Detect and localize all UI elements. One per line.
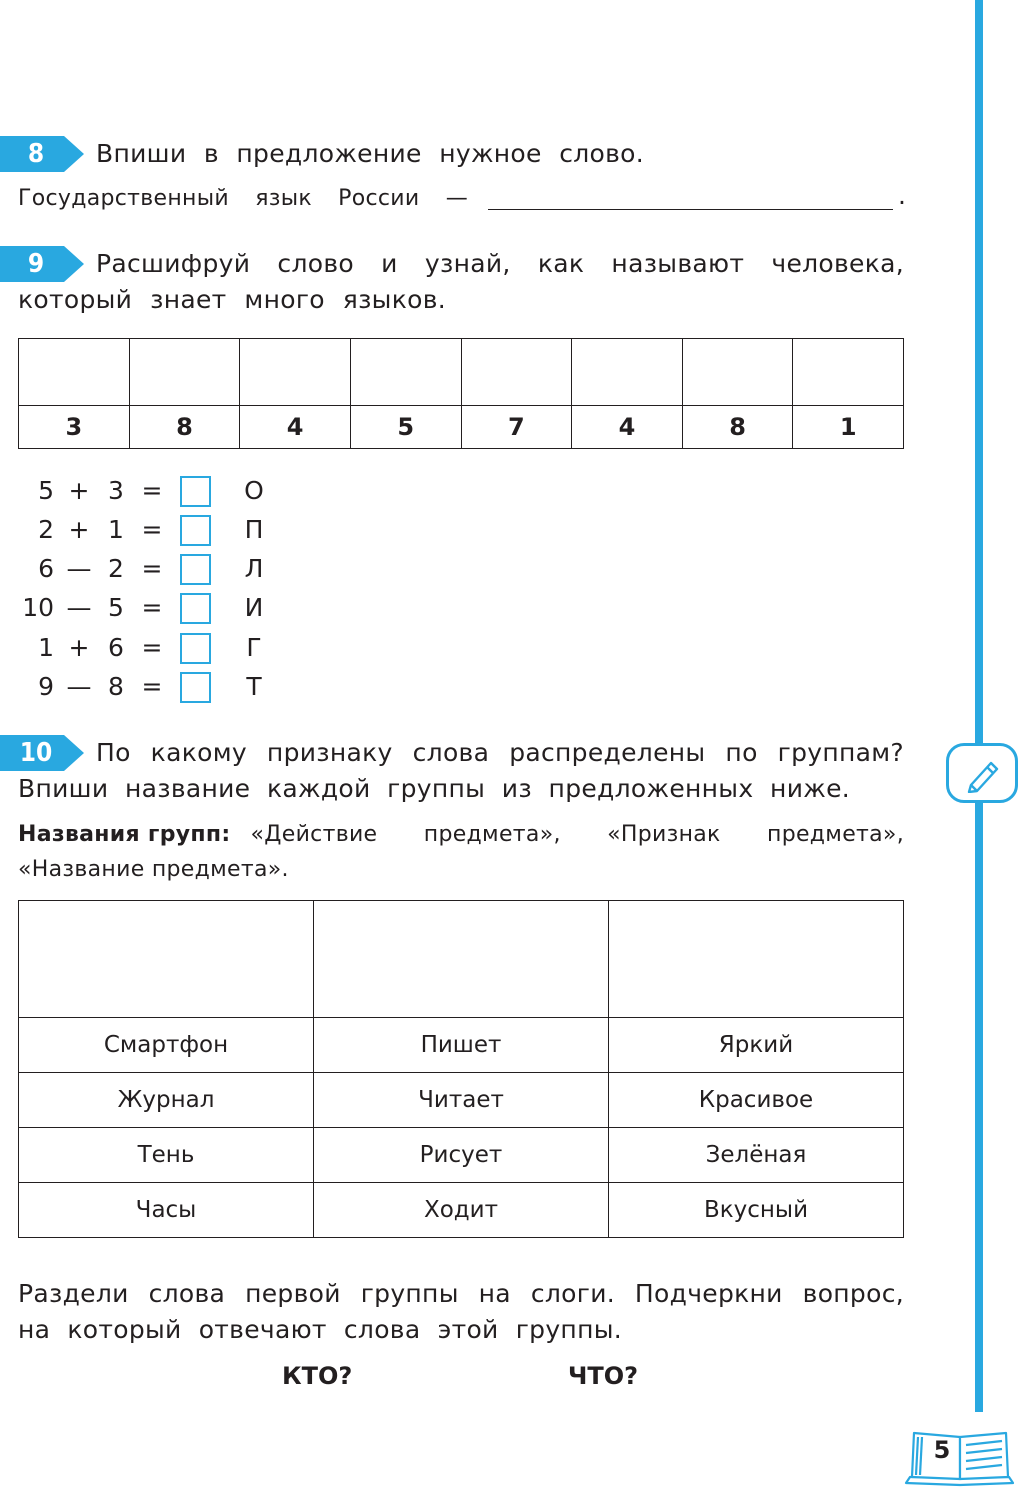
- operator: +: [68, 476, 90, 505]
- answer-box[interactable]: [180, 476, 211, 507]
- cipher-number-cell: 5: [350, 406, 461, 449]
- task-8-badge: [0, 136, 84, 172]
- word-cell: Пишет: [314, 1018, 609, 1073]
- task-9-instruction-line1: Расшифруй слово и узнай, как называют человека,: [96, 249, 904, 278]
- cipher-letter-cell[interactable]: [129, 339, 240, 406]
- cipher-letter-cell[interactable]: [350, 339, 461, 406]
- cipher-letter-cell[interactable]: [461, 339, 572, 406]
- question-what[interactable]: ЧТО?: [568, 1362, 639, 1390]
- cipher-number-cell: 7: [461, 406, 572, 449]
- word-cell: Яркий: [608, 1018, 903, 1073]
- operand-a: 2: [38, 515, 54, 544]
- operand-a: 1: [38, 633, 54, 662]
- operand-b: 8: [108, 672, 124, 701]
- word-cell: Ходит: [314, 1183, 609, 1238]
- groups-table: [18, 900, 904, 1238]
- group-name-cell[interactable]: [314, 901, 609, 1018]
- task-9-instruction-line2: который знает много языков.: [18, 285, 446, 314]
- followup-line1: Раздели слова первой группы на слоги. Подчеркни вопрос,: [18, 1279, 904, 1308]
- pencil-icon: [946, 743, 1018, 803]
- cipher-number-cell: 8: [129, 406, 240, 449]
- operand-b: 5: [108, 593, 124, 622]
- task-number: 9: [27, 249, 45, 279]
- cipher-letter: О: [244, 476, 264, 505]
- word-cell: Красивое: [608, 1073, 903, 1128]
- word-cell: Вкусный: [608, 1183, 903, 1238]
- task-10-badge: [0, 735, 84, 771]
- operand-a: 10: [22, 593, 54, 622]
- cipher-letter: Т: [246, 672, 262, 701]
- group-names-line2: «Название предмета».: [18, 857, 289, 882]
- cipher-letter-cell[interactable]: [240, 339, 351, 406]
- answer-box[interactable]: [180, 554, 211, 585]
- cipher-letter: Л: [244, 554, 264, 583]
- operator: +: [68, 633, 90, 662]
- operator: —: [66, 672, 92, 701]
- page-number: 5: [933, 1436, 951, 1464]
- operand-b: 6: [108, 633, 124, 662]
- word-cell: Журнал: [19, 1073, 314, 1128]
- operator: —: [66, 593, 92, 622]
- operand-a: 5: [38, 476, 54, 505]
- task-number: 8: [27, 139, 45, 169]
- operand-b: 3: [108, 476, 124, 505]
- task-8-instruction: Впиши в предложение нужное слово.: [96, 139, 644, 168]
- task-8-sentence: Государственный язык России —: [18, 186, 468, 211]
- operand-b: 1: [108, 515, 124, 544]
- word-cell: Читает: [314, 1073, 609, 1128]
- word-cell: Смартфон: [19, 1018, 314, 1073]
- group-name-cell[interactable]: [19, 901, 314, 1018]
- operand-b: 2: [108, 554, 124, 583]
- cipher-letter: Г: [246, 633, 262, 662]
- equals-sign: =: [141, 633, 163, 662]
- cipher-letter-cell[interactable]: [682, 339, 793, 406]
- answer-line[interactable]: [488, 209, 893, 210]
- equals-sign: =: [141, 554, 163, 583]
- word-cell: Зелёная: [608, 1128, 903, 1183]
- equals-sign: =: [141, 476, 163, 505]
- cipher-number-cell: 4: [572, 406, 683, 449]
- answer-box[interactable]: [180, 672, 211, 703]
- word-cell: Часы: [19, 1183, 314, 1238]
- operator: +: [68, 515, 90, 544]
- word-cell: Тень: [19, 1128, 314, 1183]
- cipher-letter-cell[interactable]: [572, 339, 683, 406]
- task-9-badge: [0, 246, 84, 282]
- cipher-letter: П: [244, 515, 264, 544]
- question-who[interactable]: КТО?: [282, 1362, 353, 1390]
- task-10-instruction-line2: Впиши название каждой группы из предложенных ниже.: [18, 774, 850, 803]
- cipher-letter: И: [244, 593, 264, 622]
- cipher-number-cell: 4: [240, 406, 351, 449]
- cipher-number-cell: 8: [682, 406, 793, 449]
- answer-box[interactable]: [180, 633, 211, 664]
- group-names-line1: [18, 817, 904, 852]
- group-names-options: «Действие предмета», «Признак предмета»,: [250, 822, 904, 847]
- answer-box[interactable]: [180, 515, 211, 546]
- word-cell: Рисует: [314, 1128, 609, 1183]
- answer-box[interactable]: [180, 593, 211, 624]
- group-names-label: Названия групп:: [18, 822, 231, 847]
- task-10-instruction-line1: По какому признаку слова распределены по группам?: [96, 738, 904, 767]
- followup-line2: на который отвечают слова этой группы.: [18, 1315, 622, 1344]
- task-number: 10: [19, 738, 53, 768]
- side-accent-line: [975, 0, 983, 1412]
- open-book-icon: [900, 1427, 1019, 1487]
- equals-sign: =: [141, 593, 163, 622]
- cipher-number-cell: 1: [793, 406, 904, 449]
- equals-sign: =: [141, 672, 163, 701]
- group-name-cell[interactable]: [608, 901, 903, 1018]
- operand-a: 6: [38, 554, 54, 583]
- equals-sign: =: [141, 515, 163, 544]
- operand-a: 9: [38, 672, 54, 701]
- sentence-end-dot: .: [898, 181, 906, 210]
- operator: —: [66, 554, 92, 583]
- cipher-letter-cell[interactable]: [19, 339, 130, 406]
- cipher-letter-cell[interactable]: [793, 339, 904, 406]
- cipher-table: [18, 338, 904, 449]
- cipher-number-cell: 3: [19, 406, 130, 449]
